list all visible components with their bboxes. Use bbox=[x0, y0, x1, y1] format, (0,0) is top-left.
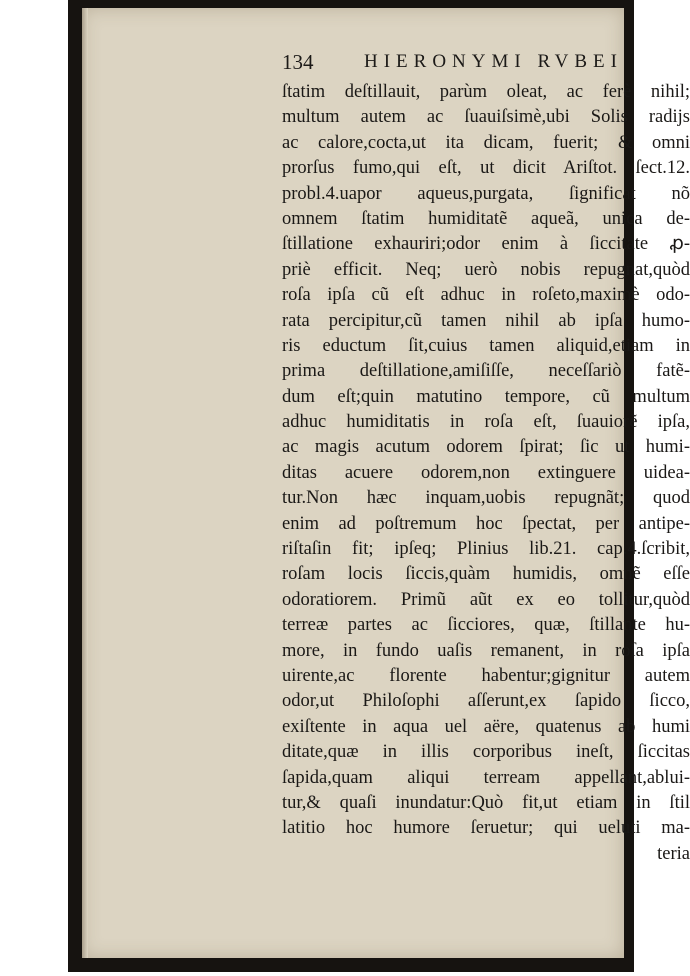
text-line: dum eſt;quin matutino tempore, cũ multum bbox=[282, 386, 690, 407]
text-line: uirente,ac florente habentur;gignitur autem bbox=[282, 665, 690, 686]
text-line: latitio hoc humore ſeruetur; qui ueluti ma- bbox=[282, 818, 690, 839]
text-line: more, in fundo uaſis remanent, in roſa ipſa bbox=[282, 640, 690, 661]
text-line: ſapida,quam aliqui terream appellant,ablui- bbox=[282, 767, 690, 788]
text-line: ſtatim deſtillauit, parùm oleat, ac ferè nihil; bbox=[282, 82, 690, 102]
text-line: tur,& quaſi inundatur:Quò fit,ut etiam in ſtil bbox=[282, 792, 690, 813]
text-line: ditas acuere odorem,non extinguere uidea- bbox=[282, 462, 690, 483]
text-line: prorſus fumo,qui eſt, ut dicit Ariſtot. ſect.12. bbox=[282, 158, 690, 179]
text-line: ris eductum ſit,cuius tamen aliquid,etiam in bbox=[282, 335, 690, 356]
book-page bbox=[82, 8, 690, 958]
text-line: riſtaſin fit; ipſeq; Plinius lib.21. cap.4.ſcribit, bbox=[282, 539, 690, 560]
text-line: roſa ipſa cũ eſt adhuc in roſeto,maximè odo- bbox=[282, 285, 690, 306]
text-line: roſam locis ſiccis,quàm humidis, omnẽ eſſe bbox=[282, 564, 690, 585]
text-line: odor,ut Philoſophi aſſerunt,ex ſapido ſicco, bbox=[282, 691, 690, 712]
body-text bbox=[282, 80, 690, 867]
text-line: terreæ partes ac ſicciores, quæ, ſtillante hu- bbox=[282, 615, 690, 636]
text-line: ditate,quæ in illis corporibus ineſt, ſiccitas bbox=[282, 742, 690, 763]
text-line: omnem ſtatim humiditatẽ aqueã, unica de- bbox=[282, 208, 690, 229]
text-line: teria bbox=[657, 843, 690, 864]
text-line: exiſtente in aqua uel aëre, quatenus ab humi bbox=[282, 716, 690, 737]
text-line: adhuc humiditatis in roſa eſt, ſuauiorẽ ipſa, bbox=[282, 412, 690, 433]
text-line: rata percipitur,cũ tamen nihil ab ipſa humo- bbox=[282, 310, 690, 331]
text-line: ac calore,cocta,ut ita dicam, fuerit; & omni bbox=[282, 132, 690, 153]
text-line: tur.Non hæc inquam,uobis repugnãt; quod bbox=[282, 488, 690, 509]
text-line: odoratiorem. Primũ aũt ex eo tollitur,quòd bbox=[282, 589, 690, 610]
text-line: multum autem ac ſuauiſsimè,ubi Solis radijs bbox=[282, 107, 690, 128]
text-line: priè efficit. Neq; uerò nobis repugnat,quòd bbox=[282, 259, 690, 280]
text-line: ac magis acutum odorem ſpirat; ſic ut humi- bbox=[282, 437, 690, 458]
running-head-title: HIERONYMI RVBEI bbox=[364, 51, 623, 72]
text-line: ſtillatione exhauriri;odor enim à ſiccitate ꝓ- bbox=[282, 234, 690, 255]
text-line: prima deſtillatione,amiſiſſe, neceſſariò fatẽ- bbox=[282, 361, 690, 382]
page-number: 134 bbox=[282, 50, 314, 74]
page-gutter-shadow bbox=[82, 8, 88, 958]
text-line: probl.4.uapor aqueus,purgata, ſignificat nõ bbox=[282, 183, 690, 204]
text-line: enim ad poſtremum hoc ſpectat, per antipe- bbox=[282, 513, 690, 534]
